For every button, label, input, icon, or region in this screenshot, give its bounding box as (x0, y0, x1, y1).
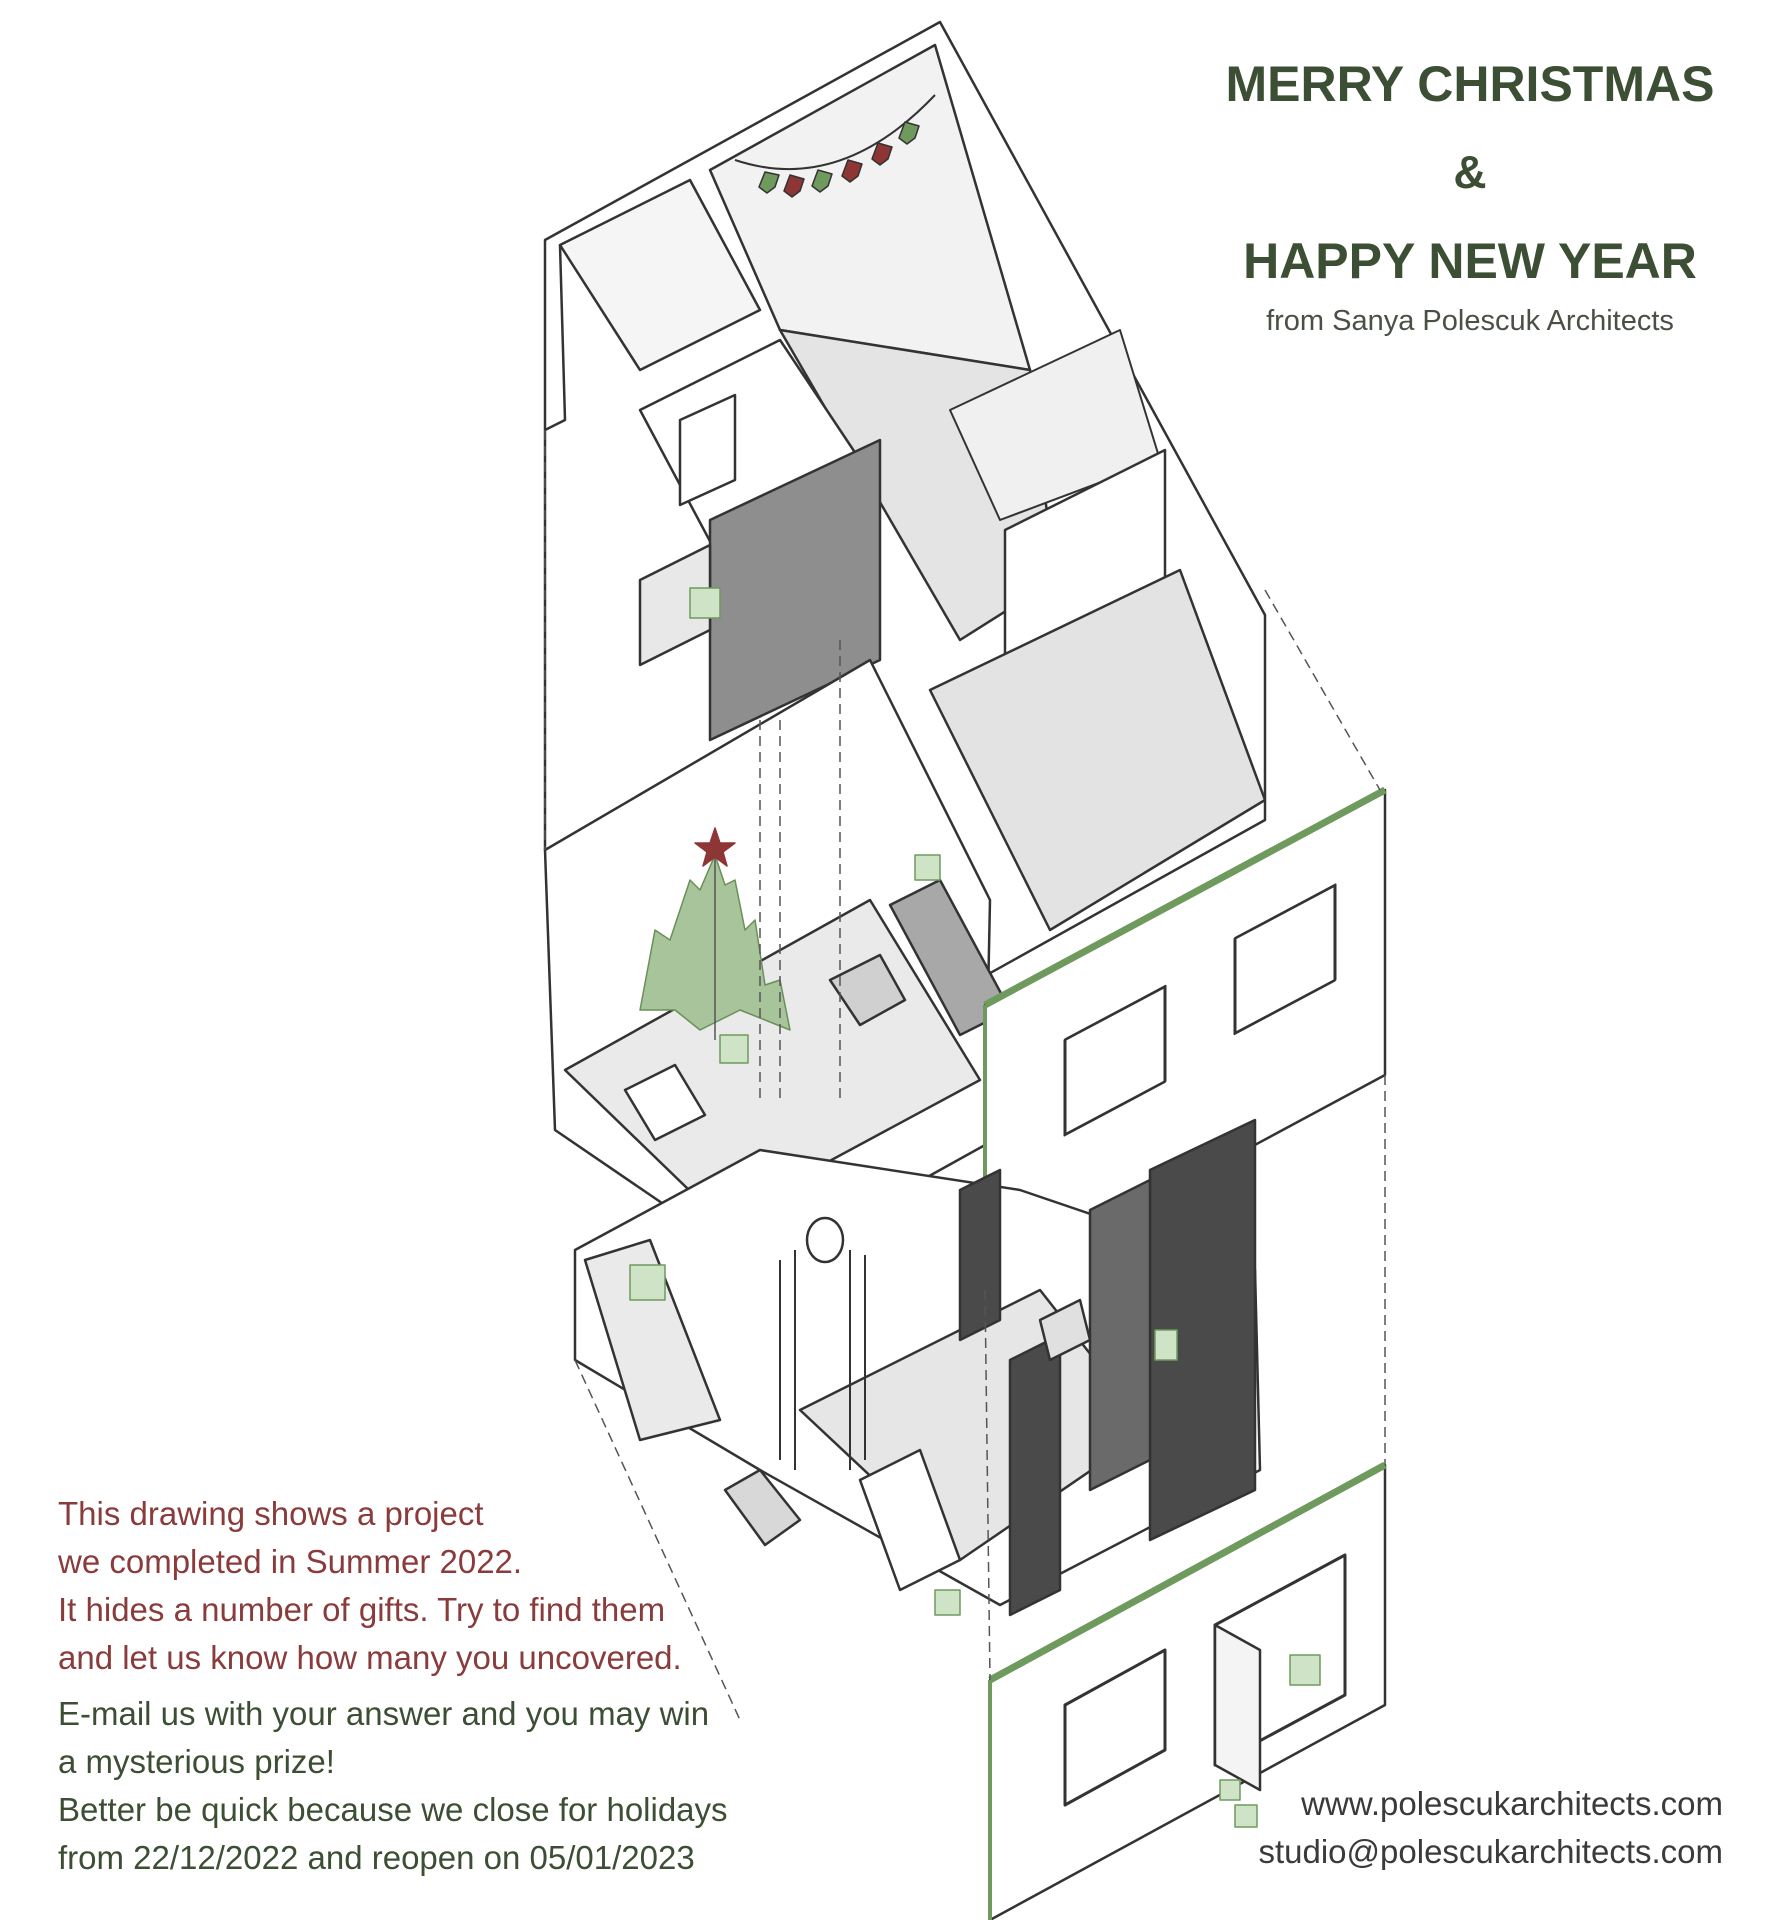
message-line: a mysterious prize! (58, 1743, 335, 1780)
from-studio-line: from Sanya Polescuk Architects (1266, 305, 1674, 337)
happy-new-year-heading: HAPPY NEW YEAR (1243, 233, 1697, 289)
message-line: Better be quick because we close for holidays (58, 1791, 728, 1828)
merry-christmas-heading: MERRY CHRISTMAS (1225, 56, 1715, 112)
message-line: E-mail us with your answer and you may win (58, 1695, 710, 1732)
message-line: It hides a number of gifts. Try to find them (58, 1591, 666, 1628)
message-line: and let us know how many you uncovered. (58, 1639, 682, 1676)
email-link[interactable]: studio@polescukarchitects.com (1258, 1833, 1723, 1870)
website-link[interactable]: www.polescukarchitects.com (1301, 1785, 1723, 1822)
message-line: from 22/12/2022 and reopen on 05/01/2023 (58, 1839, 695, 1876)
message-line: we completed in Summer 2022. (58, 1543, 523, 1580)
contest-instructions (58, 1690, 728, 1882)
project-description (58, 1490, 682, 1682)
ampersand: & (1453, 146, 1487, 198)
message-line: This drawing shows a project (58, 1495, 484, 1532)
